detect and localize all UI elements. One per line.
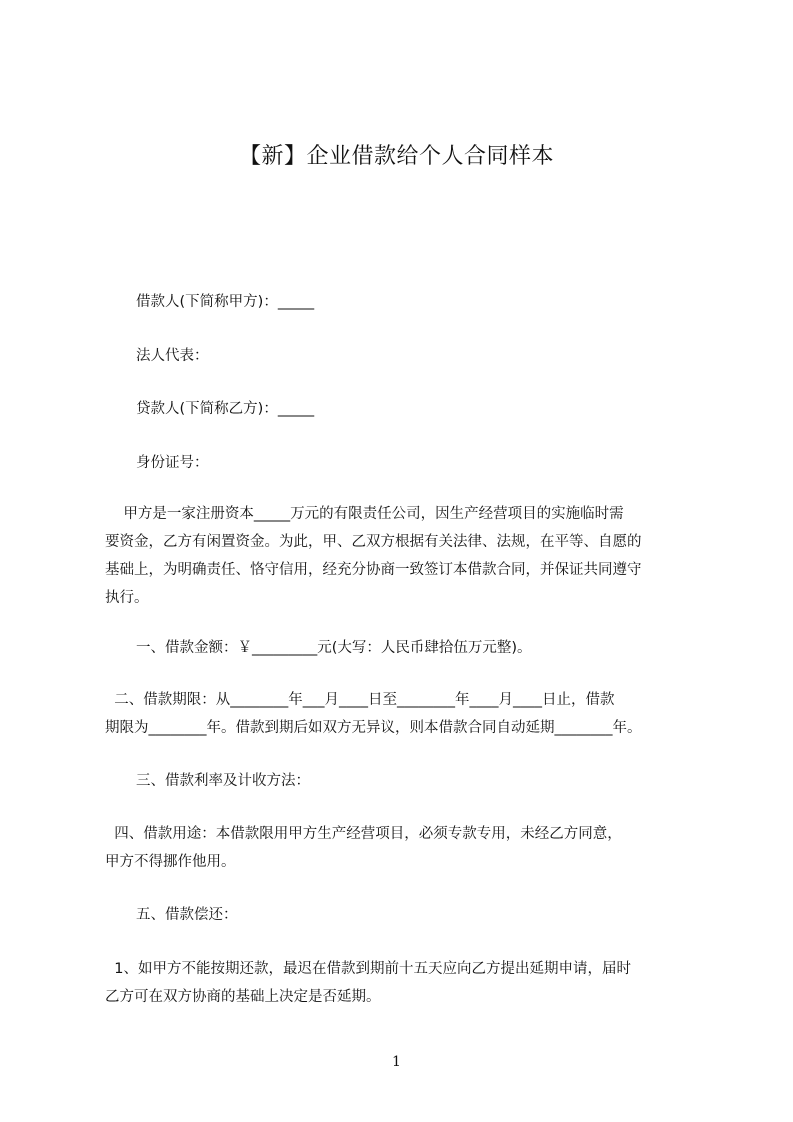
intro-paragraph [105,500,700,612]
intro-line: 甲方是一家注册资本_____万元的有限责任公司，因生产经营项目的实施临时需 [105,506,624,522]
clause-line: 甲方不得挪作他用。 [105,854,236,870]
lender-field: 贷款人(下简称乙方)：_____ [136,401,315,417]
legal-representative-field: 法人代表： [136,348,209,364]
intro-line: 要资金，乙方有闲置资金。为此，甲、乙双方根据有关法律、法规，在平等、自愿的 [105,534,642,550]
clause-line: 二、借款期限：从________年___月____日至________年____月____日止，借款 [105,692,615,708]
intro-line: 基础上，为明确责任、恪守信用，经充分协商一致签订本借款合同，并保证共同遵守 [105,562,642,578]
intro-line: 执行。 [105,590,149,606]
id-number-field: 身份证号： [136,455,209,471]
clause-interest-rate: 三、借款利率及计收方法： [136,773,310,789]
clause-loan-amount: 一、借款金额：￥_________元(大写：人民币肆拾伍万元整)。 [136,640,532,656]
clause-line: 1、如甲方不能按期还款，最迟在借款到期前十五天应向乙方提出延期申请，届时 [105,961,631,977]
clause-repayment: 五、借款偿还： [136,907,238,923]
page-number: 1 [392,1054,401,1070]
clause-line: 期限为________年。借款到期后如双方无异议，则本借款合同自动延期________年。 [105,720,642,736]
borrower-field: 借款人(下简称甲方)：_____ [136,294,315,310]
clause-repayment-item-1 [105,955,700,1011]
clause-line: 四、借款用途：本借款限用甲方生产经营项目，必须专款专用，未经乙方同意， [105,826,622,842]
clause-loan-purpose [105,820,700,876]
clause-loan-term [105,686,700,742]
clause-line: 乙方可在双方协商的基础上决定是否延期。 [105,989,381,1005]
document-title: 【新】企业借款给个人合同样本 [238,144,554,169]
